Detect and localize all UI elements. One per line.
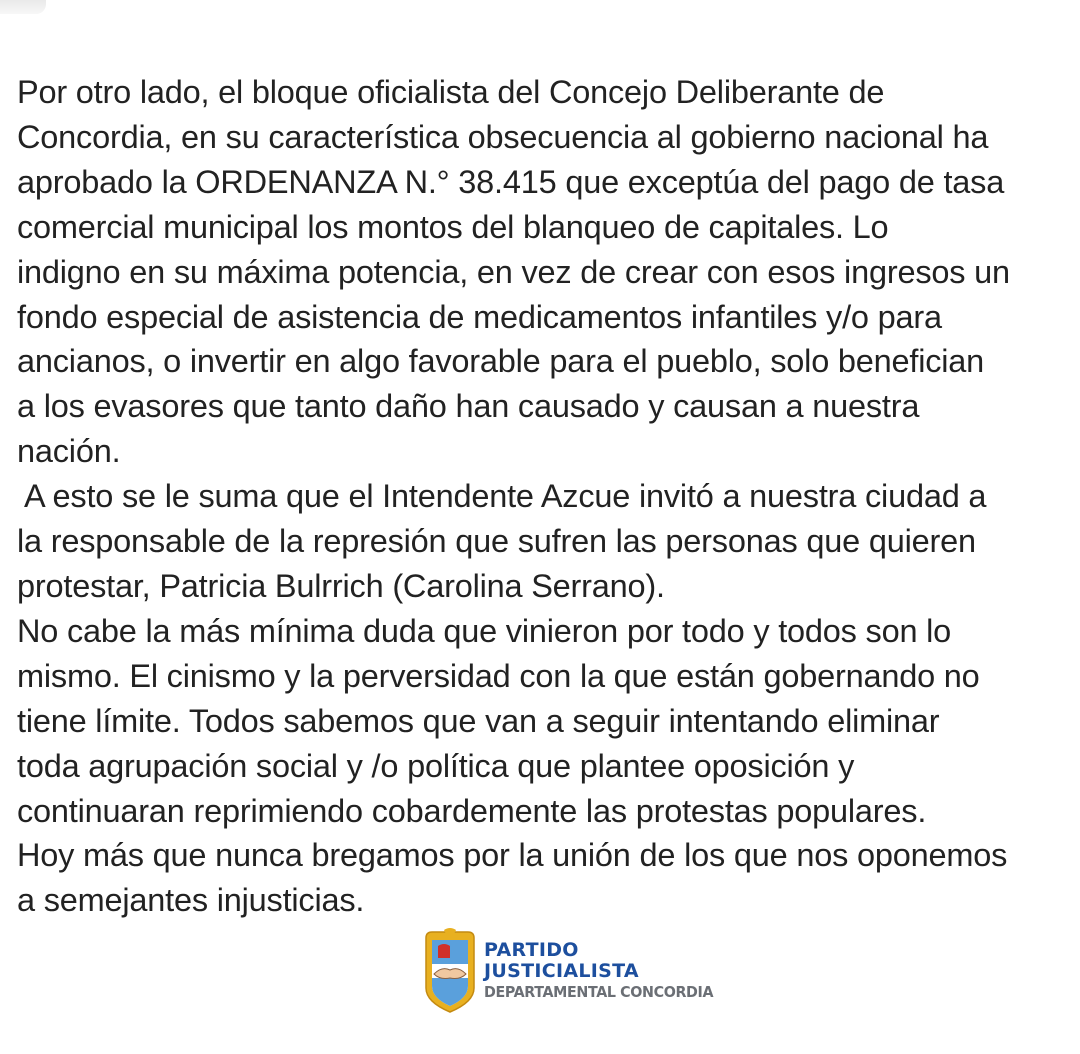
- statement-line: indigno en su máxima potencia, en vez de crear con esos ingresos un: [17, 253, 1010, 290]
- statement-line: fondo especial de asistencia de medicamentos infantiles y/o para: [17, 298, 942, 335]
- party-logo: [420, 928, 720, 1014]
- statement-line: nación.: [17, 433, 121, 470]
- logo-text: [484, 940, 724, 1002]
- statement-line: A esto se le suma que el Intendente Azcue invitó a nuestra ciudad a: [17, 478, 987, 515]
- corner-mark: [0, 0, 46, 14]
- statement-line: continuaran reprimiendo cobardemente las protestas populares.: [17, 792, 927, 829]
- statement-line: Por otro lado, el bloque oficialista del Concejo Deliberante de: [17, 74, 885, 110]
- statement-line: mismo. El cinismo y la perversidad con la que están gobernando no: [17, 657, 980, 694]
- statement-line: comercial municipal los montos del blanqueo de capitales. Lo: [17, 208, 889, 245]
- statement-line: a semejantes injusticias.: [17, 882, 365, 919]
- logo-line-justicialista: JUSTICIALISTA: [484, 960, 639, 982]
- statement-line: toda agrupación social y /o política que plantee oposición y: [17, 747, 855, 784]
- logo-line-partido: PARTIDO: [484, 939, 579, 961]
- statement-line: Hoy más que nunca bregamos por la unión de los que nos oponemos: [17, 837, 1008, 874]
- statement-line: Concordia, en su característica obsecuencia al gobierno nacional ha: [17, 118, 989, 155]
- logo-line-departamental: DEPARTAMENTAL CONCORDIA: [484, 983, 714, 1001]
- statement-line: ancianos, o invertir en algo favorable para el pueblo, solo benefician: [17, 343, 985, 380]
- statement-line: aprobado la ORDENANZA N.° 38.415 que exceptúa del pago de tasa: [17, 163, 1005, 200]
- statement-line: protestar, Patricia Bulrrich (Carolina Serrano).: [17, 567, 665, 604]
- justicialista-shield-emblem-icon: [420, 928, 480, 1014]
- statement-line: la responsable de la represión que sufren las personas que quieren: [17, 523, 976, 560]
- statement-line: No cabe la más mínima duda que vinieron por todo y todos son lo: [17, 612, 952, 649]
- statement-text: [17, 70, 1067, 923]
- statement-line: a los evasores que tanto daño han causado y causan a nuestra: [17, 388, 920, 425]
- statement-line: tiene límite. Todos sabemos que van a seguir intentando eliminar: [17, 702, 940, 739]
